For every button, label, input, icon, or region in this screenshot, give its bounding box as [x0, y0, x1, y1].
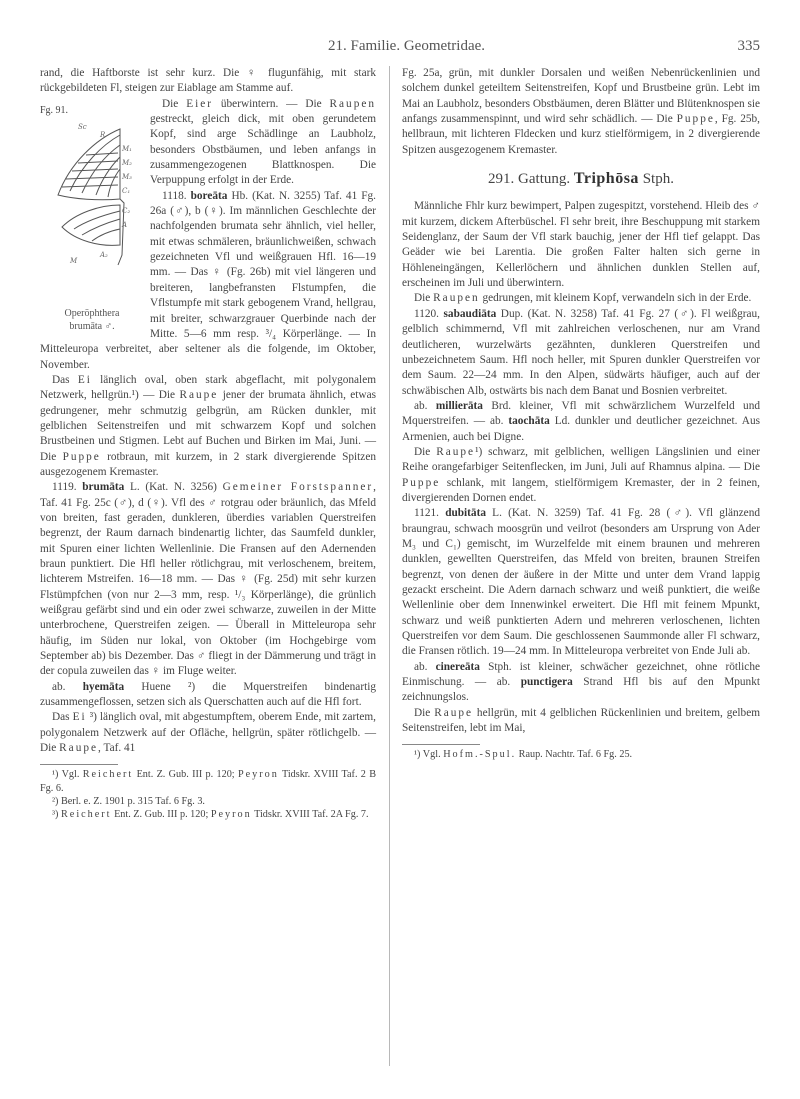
svg-text:M₁: M₁ — [122, 144, 132, 153]
entry-1121-dubitata: 1121. dubitāta L. (Kat. N. 3259) Taf. 41 Fg. 28 (♂). Vfl glänzend braungrau, schwach moosgrün und veilrot (besonders am Ursprung von Ader M₃ und C₁) gemischt, im Wurzelfelde mit einem braunen und mehreren dunklen, gewellten Querstreifen, das Mfeld von breiten, braunen Streifen begrenzt, von denen der äußere in der Mitte und unter dem Vrand lappig gezackt erscheint. Die Adern darnach schwarz und weiß punktiert, die weiße Wellenlinie ober dem Innenwinkel erweitert. Die Hfl mit feinem Mpunkt, schwarz und weiß punktierten Adern und mehreren verloschenen, lichten Querstreifen vor dem Saum. Die geschlossenen Saummonde aller Fl schwarz, die Fransen rötlich. 19—24 mm. In Mitteleuropa verbreitet von Ende Juli ab. — [402, 507, 760, 658]
figure-caption-genus: Operöphthera — [64, 307, 120, 319]
paragraph-genus-raupen: Die Raupen gedrungen, mit kleinem Kopf, verwandeln sich in der Erde. — [414, 292, 752, 305]
paragraph-brumata-ei-raupe: Das Ei ³) länglich oval, mit abgestumpftem, oberem Ende, mit zartem, polygonalem Netzwerk auf der Oflächе, hellgrün, später rötlichgelb. — Die Raupe, Taf. 41 — [40, 711, 376, 755]
moth-wing-illustration — [48, 115, 138, 285]
section-heading-291: 291. Gattung. Triphōsa Stph. — [488, 170, 674, 188]
footnote-2: ²) Berl. e. Z. 1901 p. 315 Taf. 6 Fg. 3. — [52, 795, 205, 807]
entry-1120-sabaudiata: 1120. sabaudiāta Dup. (Kat. N. 3258) Taf. 41 Fg. 27 (♂). Fl weißgrau, gelblich schimmernd, Vfl mit zahlreichen verloschenen, nur am Vrand deutlicheren, wurzelwärts gezähnten, dunkleren Querstreifen und unbezeichnetem Saum. Hfl noch heller, mit Spuren dunkler Querstreifen vor dem Saum. 22—24 mm. In den Alpen, südwärts häufiger, auch auf der schwäbischen Alb, ostwärts bis nach dem Banat und Bosnien verbreitet. — [402, 307, 760, 397]
svg-text:R: R — [100, 130, 106, 139]
species-name: sabaudiāta — [443, 307, 497, 320]
right-column — [402, 66, 760, 762]
aberration-name: millierāta — [435, 399, 483, 412]
figure-caption-species: brumāta ♂. — [69, 320, 115, 332]
paragraph-genus-description: Männliche Fhlr kurz bewimpert, Palpen zugespitzt, vorstehend. Hleib des ♂ mit kurzem, dickem Afterbüschel. Fl sehr breit, ihre Beschuppung mit starkem Seidenglanz, der Saum der Vfl stark bauchig, jener der Hfl tief gelappt. Das Geäder wie bei Larentia. Die großen Falter halten sich gerne in Höhleneingängen, Kellerlöchern und ähnlichen dunklen Stellen auf, erscheinen im Juli und überwintern. — [402, 200, 760, 290]
svg-text:M₃: M₃ — [122, 172, 132, 181]
species-name: brumāta — [82, 481, 125, 494]
genus-name: Triphōsa — [573, 170, 639, 188]
figure-91 — [40, 97, 144, 333]
svg-text:M: M — [70, 256, 78, 265]
paragraph-ab-millierata: ab. millierāta Brd. kleiner, Vfl mit schwärzlichem Wurzelfeld und Mquerstreifen. — ab. taochāta Ld. dunkler und deutlicher gezeichnet. Aus Armenien, auch bei Digne. — [402, 399, 760, 443]
aberration-name: taochāta — [508, 415, 550, 428]
entry-1119-brumata: 1119. brumāta L. (Kat. N. 3256) Gemeiner Forstspanner, Taf. 41 Fg. 25c (♂), d (♀). Vfl des ♂ rotgrau oder bräunlich, das Mfeld von breiten, fast geraden, dunkleren, überdies variablen Querstreifen begrenzt, der Raum darnach bindenartig lichter, das Saumfeld dunkler, mit Spuren einer lichten Wellenlinie. Die Fransen auf den Adernenden braun punktiert. Die Hfl heller rötlichgrau, mit verloschenem, breitem, lichterem Mstreifen. 16—18 mm. — Das ♀ (Fg. 25d) mit sehr kurzen Flstümpfchen (von nur 2—3 mm, resp. ¹/₃ Körperlänge), die grünlich weißgrau gefärbt sind und ein oder zwei schwarze, zuweilen in der Mitte unterbrochene, Querstreifen zeigen. — Überall in Mitteleuropa sehr häufig, im Süden nur lokal, von Oktober (im Hochgebirge vom September ab) bis Dezember. Das ♂ fliegt in der Dämmerung und trägt in der copula zuweilen das ♀ im Fluge weiter. — [40, 481, 376, 678]
paragraph-ab-hyemata: ab. hyemāta Huene ²) die Mquerstreifen bindenartig zusammengeflossen, setzen sich als Querschatten auch auf die Hfl fort. — [40, 680, 377, 709]
aberration-name: punctigera — [520, 676, 573, 689]
footnote-rule — [402, 744, 480, 745]
svg-text:A₂: A₂ — [100, 250, 108, 259]
aberration-name: cinereāta — [435, 660, 480, 673]
column-divider — [389, 66, 390, 1066]
species-name: boreāta — [190, 189, 228, 202]
paragraph-raupe-cont: Fg. 25a, grün, mit dunkler Dorsalen und weißen Nebenrückenlinien und solchem dunkel geteiltem Seitenstreifen, Kopf und Brustbeine grün. Lebt im Mai an Laubholz, besonders Obstbäumen, deren Blätter und Blütenknospen sie anfangs zusammenspinnt, und wird sehr schädlich. — Die Puppe, Fg. 25b, hellbraun, mit lichteren Fldecken und kurz stielförmigem, in 2 divergierende Spitzen ausgezogenem Kremaster. — [402, 67, 760, 156]
species-name: dubitāta — [445, 507, 486, 520]
svg-text:C₂: C₂ — [122, 206, 131, 215]
paragraph-ab-cinereata: ab. cinereāta Stph. ist kleiner, schwächer gezeichnet, ohne rötliche Einmischung. — ab. punctigera Strand Hfl bis auf den Mpunkt zeichnungslos. — [402, 660, 760, 704]
paragraph-dubitata-raupe: Die Raupe hellgrün, mit 4 gelblichen Rückenlinien und breitem, gelbem Seitenstreifen, lebt im Mai, — [402, 706, 760, 735]
aberration-name: hyemāta — [82, 680, 125, 693]
figure-caption — [40, 307, 144, 333]
svg-text:Sc: Sc — [78, 122, 87, 131]
footnote-3: ³) Reichert Ent. Z. Gub. III p. 120; Peyron Tidskr. XVIII Taf. 2A Fg. 7. — [52, 809, 369, 821]
footnote-1-right: ¹) Vgl. Hofm.-Spul. Raup. Nachtr. Taf. 6 Fg. 25. — [414, 749, 633, 761]
left-column — [40, 66, 376, 821]
chapter-title: 21. Familie. Geometridae. — [328, 38, 486, 54]
svg-text:M₂: M₂ — [122, 158, 132, 167]
paragraph-boreata-ei-raupe: Das Ei länglich oval, oben stark abgeflacht, mit polygonalem Netzwerk, hellgrün.¹) — Die Raupe jener der brumata ähnlich, etwas gedrungener, mehr schmutzig gelbgrün, am Rücken dunkler, mit gelblichen Seitenstreifen und mit schwarzem Kopf und solchen Brustbeinen und Stigmen. Lebt auf Buchen und Birken im Mai, Juni. — Die Puppe rotbraun, mit kurzem, in 2 stark divergierende Spitzen ausgezogenem Kremaster. — [40, 373, 376, 478]
figure-label: Fg. 91. — [40, 104, 69, 116]
footnote-1: ¹) Vgl. Reichert Ent. Z. Gub. III p. 120; Peyron Tidskr. XVIII Taf. 2 B Fg. 6. — [40, 769, 377, 794]
page-header — [40, 38, 760, 60]
footnote-rule — [40, 764, 118, 765]
paragraph-sabaudiata-raupe: Die Raupe¹) schwarz, mit gelblichen, welligen Längslinien und einer Reihe orangefarbiger Seitenflecken, im Juni, Juli auf Rhamnus alpina. — Die Puppe schlank, mit langem, stielförmigem Kremaster, der in 2 feinen, divergierenden Dornen endet. — [402, 445, 760, 504]
paragraph-eier-raupen: Die Eier überwintern. — Die Raupen gestreckt, gleich dick, mit oben gerundetem Kopf, sind arge Schädlinge an Laubholz, besonders Obstbäumen, und leben anfangs in zusammengezogenen Blattknospen. Die Verpuppung erfolgt in der Erde. — [150, 97, 377, 187]
paragraph-intro-end: rand, die Haftborste ist sehr kurz. Die ♀ flugunfähig, mit stark rückgebildeten Fl, steigen zur Eiablage am Stamme auf. — [40, 67, 376, 95]
svg-text:C₁: C₁ — [122, 186, 131, 195]
page-number: 335 — [737, 38, 760, 54]
entry-1118-boreata: 1118. boreāta Hb. (Kat. N. 3255) Taf. 41 Fg. 26a (♂), b (♀). Im männlichen Geschlechte der nachfolgenden brumata sehr ähnlich, viel heller, mit etwas schmäleren, bräunlichweißen, schwach gezeichneten Vfl und weißgrauen Hfl. 16—19 mm. — Das ♀ (Fg. 26b) mit viel längeren und breiteren, langbefransten Flstumpfen, die Vflstumpfe mit stark gebogenem Vrand, hellgrau, mit breiter, schwarzgrauer Querbinde nach der Mitte. 5—6 mm resp. ³/₄ Körperlänge. — In Mitteleuropa verbreitet, aber seltener als die folgende, im Oktober, November. — [40, 189, 377, 371]
svg-text:A: A — [122, 220, 128, 229]
